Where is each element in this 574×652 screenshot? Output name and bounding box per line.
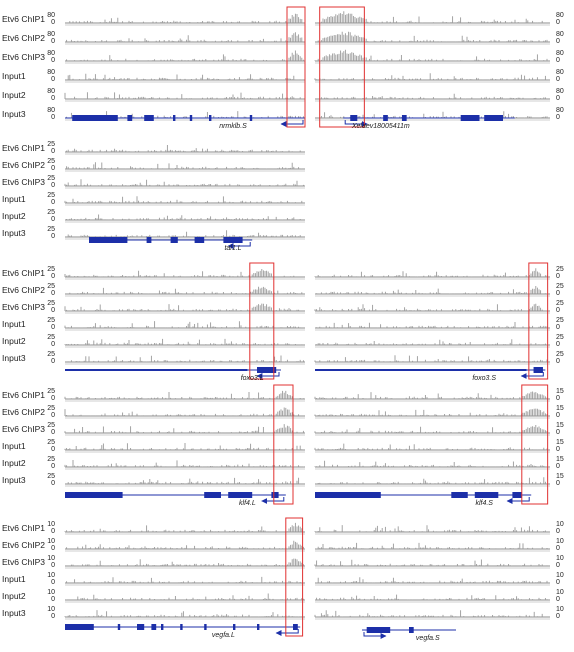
scale-max-label: 10 [47, 589, 55, 596]
gene-exon [315, 369, 527, 371]
scale-max-label: 80 [556, 12, 564, 19]
signal-track [315, 425, 547, 433]
scale-min-label: 0 [556, 395, 560, 402]
gene-name-label: klf4.L [239, 500, 256, 507]
gene-exon [228, 492, 252, 498]
scale-max-label: 80 [47, 88, 55, 95]
scale-min-label: 0 [556, 528, 560, 535]
scale-min-label: 0 [556, 38, 560, 45]
scale-max-label: 80 [556, 31, 564, 38]
scale-min-label: 0 [556, 446, 560, 453]
signal-track [65, 321, 300, 328]
signal-track [65, 610, 299, 617]
scale-max-label: 80 [556, 50, 564, 57]
signal-track [65, 196, 302, 203]
signal-track [70, 14, 302, 23]
signal-track [315, 610, 542, 617]
scale-max-label: 15 [556, 405, 564, 412]
track-label: Input2 [2, 591, 26, 601]
track-label: Input1 [2, 71, 26, 81]
scale-min-label: 0 [51, 182, 55, 189]
signal-track [317, 11, 543, 23]
scale-min-label: 0 [51, 412, 55, 419]
scale-min-label: 0 [556, 324, 560, 331]
signal-track [317, 543, 547, 549]
track-label: Input2 [2, 336, 26, 346]
scale-max-label: 80 [556, 69, 564, 76]
scale-min-label: 0 [51, 38, 55, 45]
signal-track [65, 523, 302, 532]
scale-max-label: 80 [47, 12, 55, 19]
scale-min-label: 0 [51, 290, 55, 297]
scale-min-label: 0 [51, 446, 55, 453]
gene-exon [512, 492, 521, 498]
signal-track [67, 51, 304, 62]
scale-min-label: 0 [556, 579, 560, 586]
gene-exon [180, 624, 182, 630]
scale-min-label: 0 [556, 19, 560, 26]
panel-foxo3L [65, 263, 305, 379]
scale-min-label: 0 [51, 613, 55, 620]
gene-exon [171, 237, 178, 243]
scale-max-label: 25 [47, 175, 55, 182]
signal-track [65, 424, 303, 433]
scale-max-label: 25 [47, 209, 55, 216]
signal-track [315, 304, 542, 311]
track-label: Etv6 ChIP2 [2, 285, 45, 295]
gene-name-label: klf4.S [475, 500, 493, 507]
gene-exon [127, 115, 132, 121]
gene-exon [118, 624, 120, 630]
scale-max-label: 25 [47, 283, 55, 290]
scale-min-label: 0 [556, 273, 560, 280]
scale-min-label: 0 [556, 358, 560, 365]
panel-nrmk [65, 7, 305, 127]
scale-min-label: 0 [556, 596, 560, 603]
gene-exon [151, 624, 156, 630]
gene-exon [475, 492, 499, 498]
scale-min-label: 0 [51, 165, 55, 172]
signal-track [315, 444, 547, 450]
scale-min-label: 0 [51, 307, 55, 314]
signal-track [317, 577, 547, 583]
gene-exon [144, 115, 154, 121]
gene-name-label: nrmklb.S [219, 123, 247, 130]
gene-exon [195, 237, 205, 243]
scale-max-label: 25 [556, 300, 564, 307]
scale-max-label: 25 [47, 473, 55, 480]
track-label: Input3 [2, 608, 26, 618]
track-label: Etv6 ChIP1 [2, 523, 45, 533]
scale-max-label: 25 [47, 388, 55, 395]
signal-track [315, 355, 547, 362]
track-label: Etv6 ChIP2 [2, 540, 45, 550]
scale-min-label: 0 [556, 114, 560, 121]
scale-max-label: 25 [556, 317, 564, 324]
scale-max-label: 25 [556, 266, 564, 273]
signal-track [71, 559, 303, 566]
signal-track [68, 230, 300, 237]
signal-track [68, 478, 298, 484]
gene-exon [89, 237, 127, 243]
gene-exon [147, 237, 152, 243]
scale-min-label: 0 [556, 613, 560, 620]
signal-track [67, 215, 301, 221]
track-label: Input1 [2, 574, 26, 584]
scale-max-label: 25 [47, 226, 55, 233]
scale-min-label: 0 [51, 216, 55, 223]
signal-track [317, 595, 547, 600]
scale-max-label: 10 [47, 555, 55, 562]
scale-max-label: 15 [556, 473, 564, 480]
gene-exon [204, 624, 206, 630]
track-label: Etv6 ChIP3 [2, 52, 45, 62]
track-label: Input3 [2, 109, 26, 119]
scale-max-label: 10 [556, 572, 564, 579]
track-label: Etv6 ChIP1 [2, 268, 45, 278]
signal-track [315, 392, 547, 400]
panel-klf4S [315, 385, 550, 504]
scale-max-label: 10 [556, 589, 564, 596]
signal-track [315, 461, 544, 467]
gene-exon [383, 115, 388, 121]
gene-exon [161, 624, 163, 630]
track-label: Etv6 ChIP1 [2, 390, 45, 400]
scale-min-label: 0 [51, 57, 55, 64]
signal-track [317, 286, 546, 294]
scale-max-label: 25 [47, 456, 55, 463]
signal-track [65, 304, 299, 311]
scale-max-label: 80 [47, 107, 55, 114]
scale-min-label: 0 [556, 412, 560, 419]
gene-name-label: tal1.L [224, 245, 242, 252]
signal-track [67, 577, 301, 583]
scale-max-label: 15 [556, 456, 564, 463]
scale-min-label: 0 [556, 429, 560, 436]
scale-max-label: 25 [47, 300, 55, 307]
signal-track [67, 541, 304, 549]
gene-exon [209, 115, 211, 121]
scale-min-label: 0 [51, 341, 55, 348]
gene-exon [173, 115, 175, 121]
signal-track [315, 268, 547, 277]
scale-max-label: 15 [556, 422, 564, 429]
gene-exon [315, 492, 381, 498]
scale-max-label: 15 [556, 439, 564, 446]
scale-min-label: 0 [51, 579, 55, 586]
track-label: Etv6 ChIP2 [2, 160, 45, 170]
track-label: Etv6 ChIP3 [2, 424, 45, 434]
track-label: Etv6 ChIP3 [2, 177, 45, 187]
gene-name-label: foxo3.L [240, 375, 264, 382]
scale-max-label: 25 [47, 334, 55, 341]
signal-track [70, 287, 302, 294]
scale-min-label: 0 [51, 76, 55, 83]
scale-max-label: 25 [556, 283, 564, 290]
scale-min-label: 0 [51, 114, 55, 121]
scale-min-label: 0 [51, 233, 55, 240]
track-label: Input2 [2, 458, 26, 468]
gene-exon [257, 624, 259, 630]
scale-min-label: 0 [51, 273, 55, 280]
panel-vegfaS [315, 525, 550, 636]
gene-exon [204, 492, 221, 498]
track-label: Input3 [2, 228, 26, 238]
scale-max-label: 10 [47, 538, 55, 545]
scale-min-label: 0 [51, 528, 55, 535]
track-label: Etv6 ChIP3 [2, 302, 45, 312]
peak-highlight-box [286, 518, 303, 636]
scale-min-label: 0 [51, 199, 55, 206]
scale-min-label: 0 [556, 95, 560, 102]
gene-name-label: Xelaev18005411m [351, 123, 410, 130]
scale-min-label: 0 [51, 596, 55, 603]
scale-min-label: 0 [556, 480, 560, 487]
gene-exon [233, 624, 235, 630]
track-label: Input1 [2, 194, 26, 204]
track-label: Input3 [2, 475, 26, 485]
scale-min-label: 0 [556, 57, 560, 64]
scale-max-label: 80 [47, 50, 55, 57]
panel-tal1 [65, 145, 305, 246]
gene-exon [65, 492, 123, 498]
scale-max-label: 10 [556, 521, 564, 528]
scale-max-label: 25 [47, 141, 55, 148]
gene-exon [223, 237, 242, 243]
scale-max-label: 10 [47, 606, 55, 613]
scale-max-label: 10 [556, 555, 564, 562]
scale-max-label: 25 [47, 405, 55, 412]
gene-exon [409, 627, 414, 633]
scale-max-label: 80 [47, 69, 55, 76]
panel-foxo3S [315, 263, 550, 379]
scale-max-label: 80 [47, 31, 55, 38]
scale-min-label: 0 [556, 341, 560, 348]
scale-max-label: 80 [556, 107, 564, 114]
signal-track [321, 94, 545, 99]
scale-max-label: 80 [556, 88, 564, 95]
track-label: Input2 [2, 90, 26, 100]
gene-exon [367, 627, 391, 633]
panel-xelaev [315, 7, 550, 127]
track-label: Etv6 ChIP2 [2, 407, 45, 417]
signal-track [67, 32, 302, 42]
track-label: Etv6 ChIP1 [2, 143, 45, 153]
scale-max-label: 25 [47, 158, 55, 165]
panel-vegfaL [65, 518, 305, 636]
gene-exon [350, 115, 357, 121]
scale-min-label: 0 [556, 307, 560, 314]
track-label: Etv6 ChIP3 [2, 557, 45, 567]
signal-track [65, 391, 303, 399]
track-label: Etv6 ChIP1 [2, 14, 45, 24]
scale-max-label: 10 [556, 606, 564, 613]
gene-exon [250, 115, 252, 121]
signal-track [68, 74, 302, 80]
scale-max-label: 10 [47, 572, 55, 579]
gene-exon [72, 115, 118, 121]
signal-track [315, 73, 545, 80]
signal-track [317, 339, 546, 345]
signal-track [65, 92, 300, 99]
scale-max-label: 10 [47, 521, 55, 528]
gene-exon [461, 115, 480, 121]
scale-min-label: 0 [556, 562, 560, 569]
scale-min-label: 0 [51, 95, 55, 102]
track-label: Input1 [2, 441, 26, 451]
scale-max-label: 25 [556, 351, 564, 358]
scale-max-label: 15 [556, 388, 564, 395]
track-label: Input1 [2, 319, 26, 329]
gene-exon [65, 369, 247, 371]
track-label: Input3 [2, 353, 26, 363]
tss-arrow [281, 120, 303, 124]
gene-exon [451, 492, 467, 498]
scale-max-label: 25 [47, 192, 55, 199]
gene-name-label: vegfa.L [211, 632, 235, 639]
scale-max-label: 25 [556, 334, 564, 341]
gene-exon [65, 624, 94, 630]
scale-min-label: 0 [51, 395, 55, 402]
signal-track [317, 477, 546, 484]
gene-exon [484, 115, 503, 121]
scale-min-label: 0 [51, 545, 55, 552]
scale-max-label: 25 [47, 317, 55, 324]
signal-track [68, 356, 303, 363]
panel-klf4L [65, 385, 305, 504]
scale-min-label: 0 [556, 545, 560, 552]
signal-track [65, 408, 299, 417]
scale-min-label: 0 [51, 19, 55, 26]
scale-min-label: 0 [51, 324, 55, 331]
signal-track [315, 50, 547, 61]
signal-track [67, 594, 304, 601]
scale-max-label: 25 [47, 351, 55, 358]
signal-track [67, 145, 301, 152]
scale-min-label: 0 [51, 148, 55, 155]
signal-track [315, 560, 547, 567]
gene-exon [293, 624, 298, 630]
gene-name-label: vegfa.S [415, 635, 440, 642]
scale-max-label: 10 [556, 538, 564, 545]
scale-min-label: 0 [51, 429, 55, 436]
scale-max-label: 25 [47, 266, 55, 273]
scale-min-label: 0 [51, 358, 55, 365]
signal-track [65, 269, 295, 277]
scale-max-label: 25 [47, 422, 55, 429]
signal-track [317, 322, 547, 328]
scale-max-label: 25 [47, 439, 55, 446]
gene-exon [271, 492, 278, 498]
signal-track [318, 32, 547, 42]
gene-exon [402, 115, 407, 121]
signal-track [65, 443, 302, 450]
signal-track [315, 409, 547, 416]
signal-track [315, 525, 545, 532]
scale-min-label: 0 [51, 562, 55, 569]
scale-min-label: 0 [556, 290, 560, 297]
track-label: Input2 [2, 211, 26, 221]
scale-min-label: 0 [51, 480, 55, 487]
scale-min-label: 0 [556, 463, 560, 470]
gene-exon [137, 624, 144, 630]
signal-track [67, 162, 302, 169]
signal-track [65, 460, 303, 467]
gene-exon [534, 367, 543, 373]
gene-name-label: foxo3.S [472, 375, 497, 382]
scale-min-label: 0 [51, 463, 55, 470]
signal-track [65, 179, 303, 186]
signal-track [65, 339, 302, 345]
gene-exon [190, 115, 192, 121]
scale-min-label: 0 [556, 76, 560, 83]
track-label: Etv6 ChIP2 [2, 33, 45, 43]
